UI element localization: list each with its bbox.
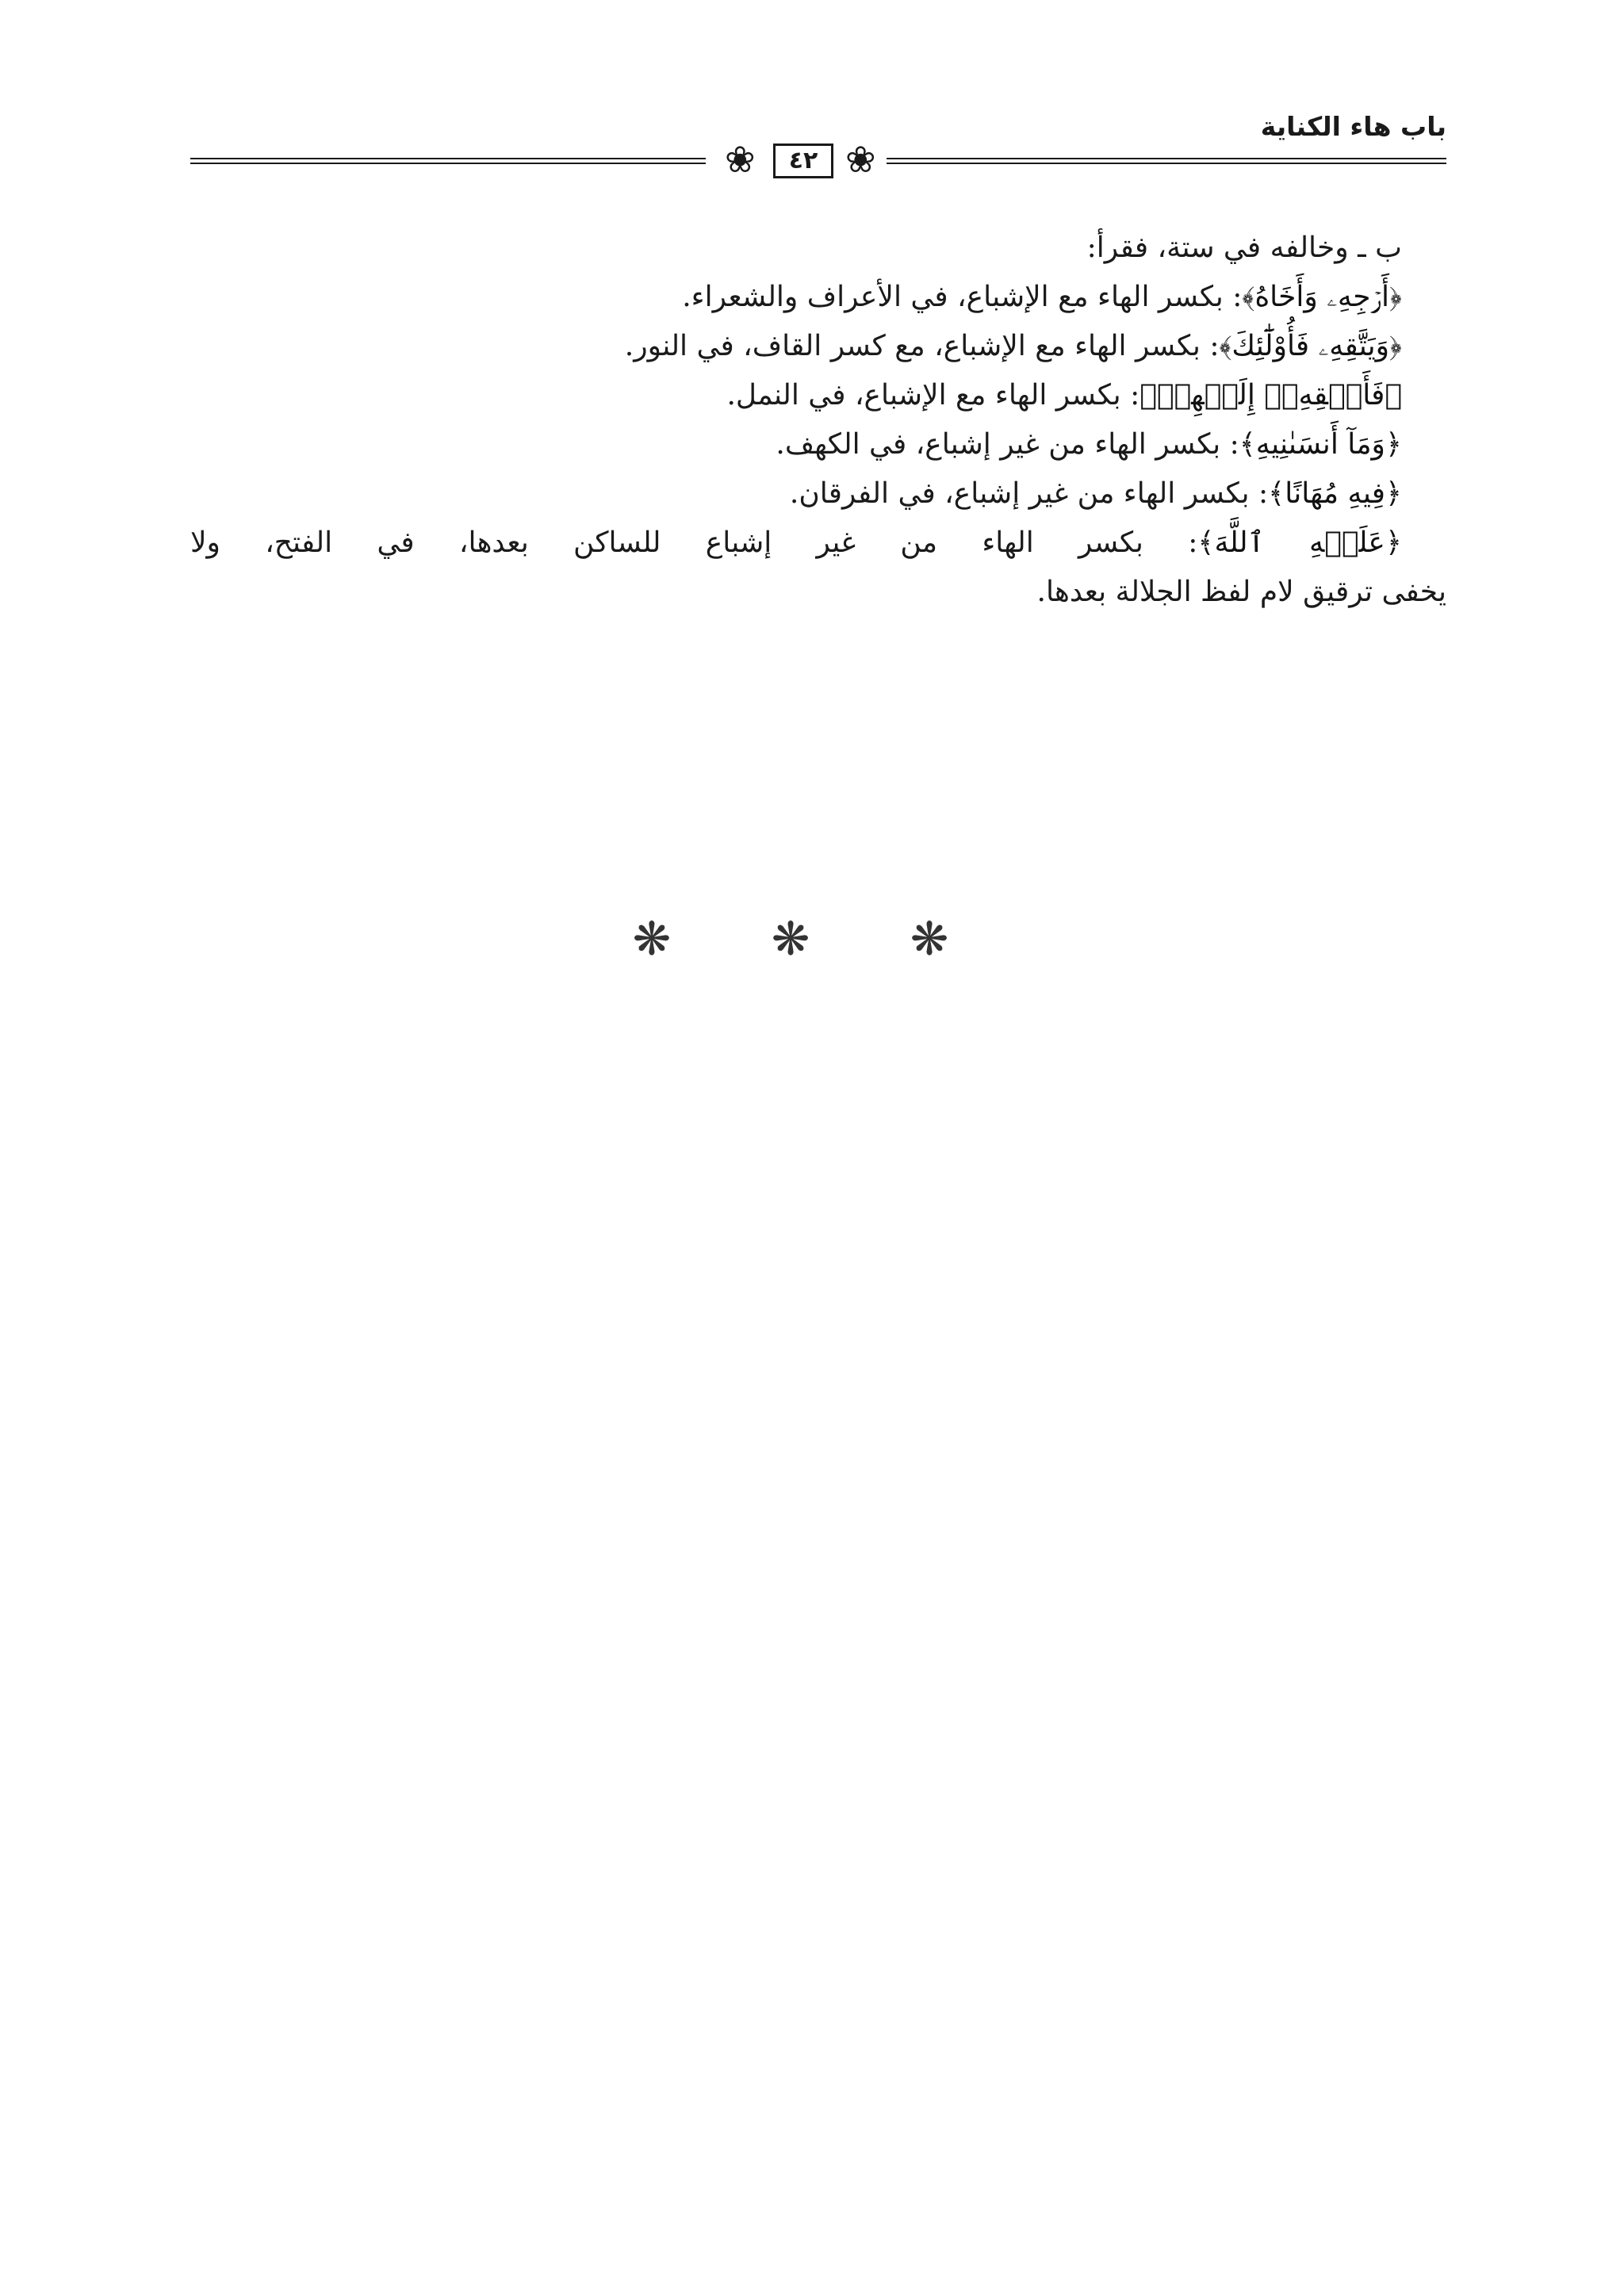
entry-text: : بكسر الهاء مع الإشباع، مع كسر القاف، في النور. [624, 330, 1220, 362]
page-number: ٤٢ [773, 144, 833, 178]
entry-continuation: يخفى ترقيق لام لفظ الجلالة بعدها. [1036, 576, 1446, 608]
header-rule-right [887, 158, 1446, 164]
flourish-icon-right: ❀ [845, 138, 876, 181]
section-separator-icon: ❋ ❋ ❋ [632, 912, 992, 966]
entry-line [190, 273, 1446, 322]
running-title: باب هاء الكناية [1260, 111, 1446, 142]
entry-line [190, 420, 1446, 469]
quran-verse: ﴿عَلَيۡهِ ٱللَّهَ﴾ [1197, 526, 1402, 559]
quran-verse: ﴿وَيَتَّقِهِۦ فَأُوْلَٰٓئِكَ﴾ [1219, 330, 1402, 362]
entry-line [190, 322, 1446, 371]
section-intro: ب ـ وخالفه في ستة، فقرأ: [1086, 232, 1402, 264]
entry-text: : بكسر الهاء مع الإشباع، في الأعراف والشعراء. [682, 281, 1243, 313]
flourish-icon-left: ❀ [725, 138, 756, 181]
header-rule-left [190, 158, 706, 164]
quran-verse: ﴿أَرۡجِهِۦ وَأَخَاهُ﴾ [1242, 281, 1402, 313]
body-text [190, 224, 1446, 617]
entry-text: : بكسر الهاء من غير إشباع، في الفرقان. [789, 477, 1269, 510]
entry-line [190, 519, 1446, 568]
entry-text: : بكسر الهاء من غير إشباع، في الكهف. [776, 428, 1239, 461]
entry-line [190, 469, 1446, 519]
entry-text: : بكسر الهاء من غير إشباع للساكن بعدها، في الفتح، ولا [190, 526, 1198, 559]
quran-verse: ﴿فَأَلۡقِهِۦٓ إِلَيۡهِمۡ﴾ [1139, 379, 1402, 412]
quran-verse: ﴿وَمَآ أَنسَىٰنِيهِ﴾ [1239, 428, 1402, 461]
quran-verse: ﴿فِيهِ مُهَانًا﴾ [1268, 477, 1402, 510]
entry-line [190, 371, 1446, 420]
entry-text: : بكسر الهاء مع الإشباع، في النمل. [726, 379, 1140, 412]
